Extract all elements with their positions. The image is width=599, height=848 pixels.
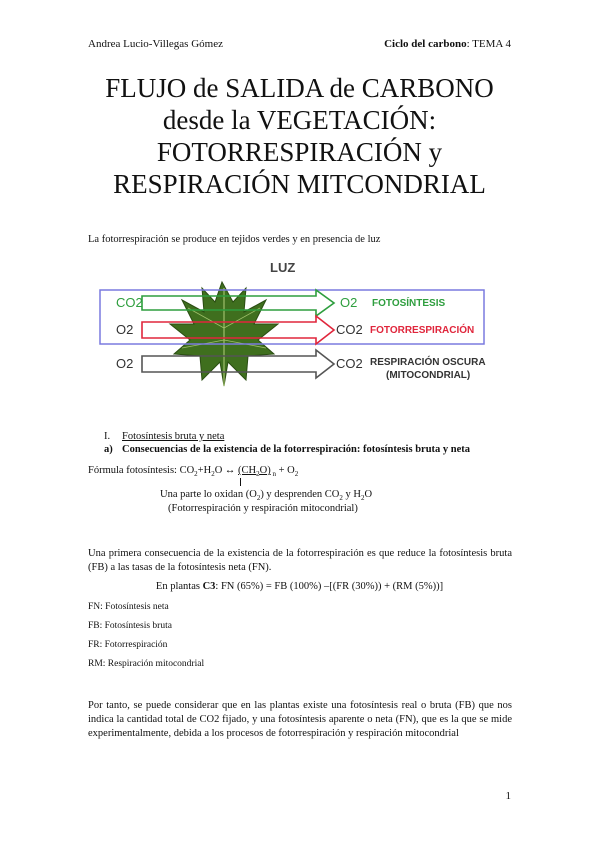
subsection-heading: Consecuencias de la existencia de la fotorrespiración: fotosíntesis bruta y neta	[122, 444, 471, 455]
equation	[0, 580, 599, 594]
photosynthesis-figure	[96, 258, 508, 394]
formula-part3: O ↔	[214, 465, 239, 476]
paragraph-2: Por tanto, se puede considerar que en las plantas existe una fotosíntesis real o bruta (FB) que nos indica la cantidad total de CO2 fijado, y una fotosíntesis aparente o neta (FN), que es la que se mide experimentalmente, debida a los procesos de fotorrespiración y respiración mitocondrial	[88, 700, 512, 739]
row3-input: O2	[116, 356, 134, 371]
row1-label: FOTOSÍNTESIS	[372, 298, 446, 309]
row2-output: CO2	[336, 322, 363, 337]
header-topic-rest: : TEMA 4	[466, 38, 511, 50]
row3-label-a: RESPIRACIÓN OSCURA	[370, 357, 486, 368]
definition-fb: FB: Fotosíntesis bruta	[88, 621, 172, 631]
note1-d: O	[364, 489, 373, 500]
definition-fr: FR: Fotorrespiración	[88, 640, 168, 650]
note1-c: y H	[342, 489, 361, 500]
formula-note-1: Una parte lo oxidan $(O_2)$ y desprenden $CO_2$ y $H_2O$	[160, 489, 373, 503]
header-author: Andrea Lucio-Villegas Gómez	[88, 38, 223, 50]
row2-label: FOTORRESPIRACIÓN	[370, 325, 475, 336]
equation-c3: C3	[202, 581, 216, 592]
section-heading: Fotosíntesis bruta y neta	[122, 431, 225, 442]
leaf-icon	[170, 282, 278, 386]
section-roman: I.	[104, 431, 111, 442]
formula-tail: + O	[275, 465, 295, 476]
formula-paren-b: O)	[259, 465, 271, 476]
definition-rm: RM: Respiración mitocondrial	[88, 659, 205, 669]
row1-output: O2	[340, 295, 358, 310]
luz-label: LUZ	[270, 260, 296, 275]
paragraph-1: Una primera consecuencia de la existencia de la fotorrespiración es que reduce la fotosíntesis bruta (FB) a las tasas de la fotosíntesis neta (FN).	[88, 548, 512, 573]
equation-pre: En plantas	[155, 581, 203, 592]
formula-note-2: (Fotorrespiración y respiración mitocondrial)	[168, 503, 358, 514]
formula-paren: $(CH_2O)$	[238, 465, 271, 479]
formula-prefix: Fórmula fotosíntesis: CO	[88, 465, 195, 476]
formula-pointer	[240, 478, 241, 486]
title-line-3: FOTORRESPIRACIÓN y	[156, 137, 443, 167]
row1-input: CO2	[116, 295, 143, 310]
note1-b: ) y desprenden CO	[260, 489, 340, 500]
row3-label-b: (MITOCONDRIAL)	[386, 370, 471, 381]
title-line-4: RESPIRACIÓN MITCONDRIAL	[113, 169, 486, 199]
formula-part2: +H	[197, 465, 212, 476]
subsection-letter: a)	[104, 444, 113, 455]
formula-paren-a: (CH	[238, 465, 257, 476]
definition-fn: FN: Fotosíntesis neta	[88, 602, 169, 612]
formula-n: n	[270, 470, 276, 479]
row2-input: O2	[116, 322, 134, 337]
title-line-2: desde la VEGETACIÓN:	[162, 105, 437, 135]
note1-a: Una parte lo oxidan (O	[160, 489, 257, 500]
page-number: 1	[505, 790, 511, 802]
intro-text: La fotorrespiración se produce en tejidos verdes y en presencia de luz	[88, 234, 381, 245]
header-topic	[384, 38, 511, 50]
page-title	[60, 72, 539, 200]
header-topic-bold: Ciclo del carbono	[384, 38, 467, 50]
equation-rest: : FN (65%) = FB (100%) –[(FR (30%)) + (RM (5%))]	[215, 581, 444, 592]
row3-output: CO2	[336, 356, 363, 371]
formula: Fórmula fotosíntesis: $CO_2+H_2O$ ↔ $(CH_2O) _n + O_2$	[88, 465, 299, 479]
title-line-1: FLUJO de SALIDA de CARBONO	[105, 73, 494, 103]
